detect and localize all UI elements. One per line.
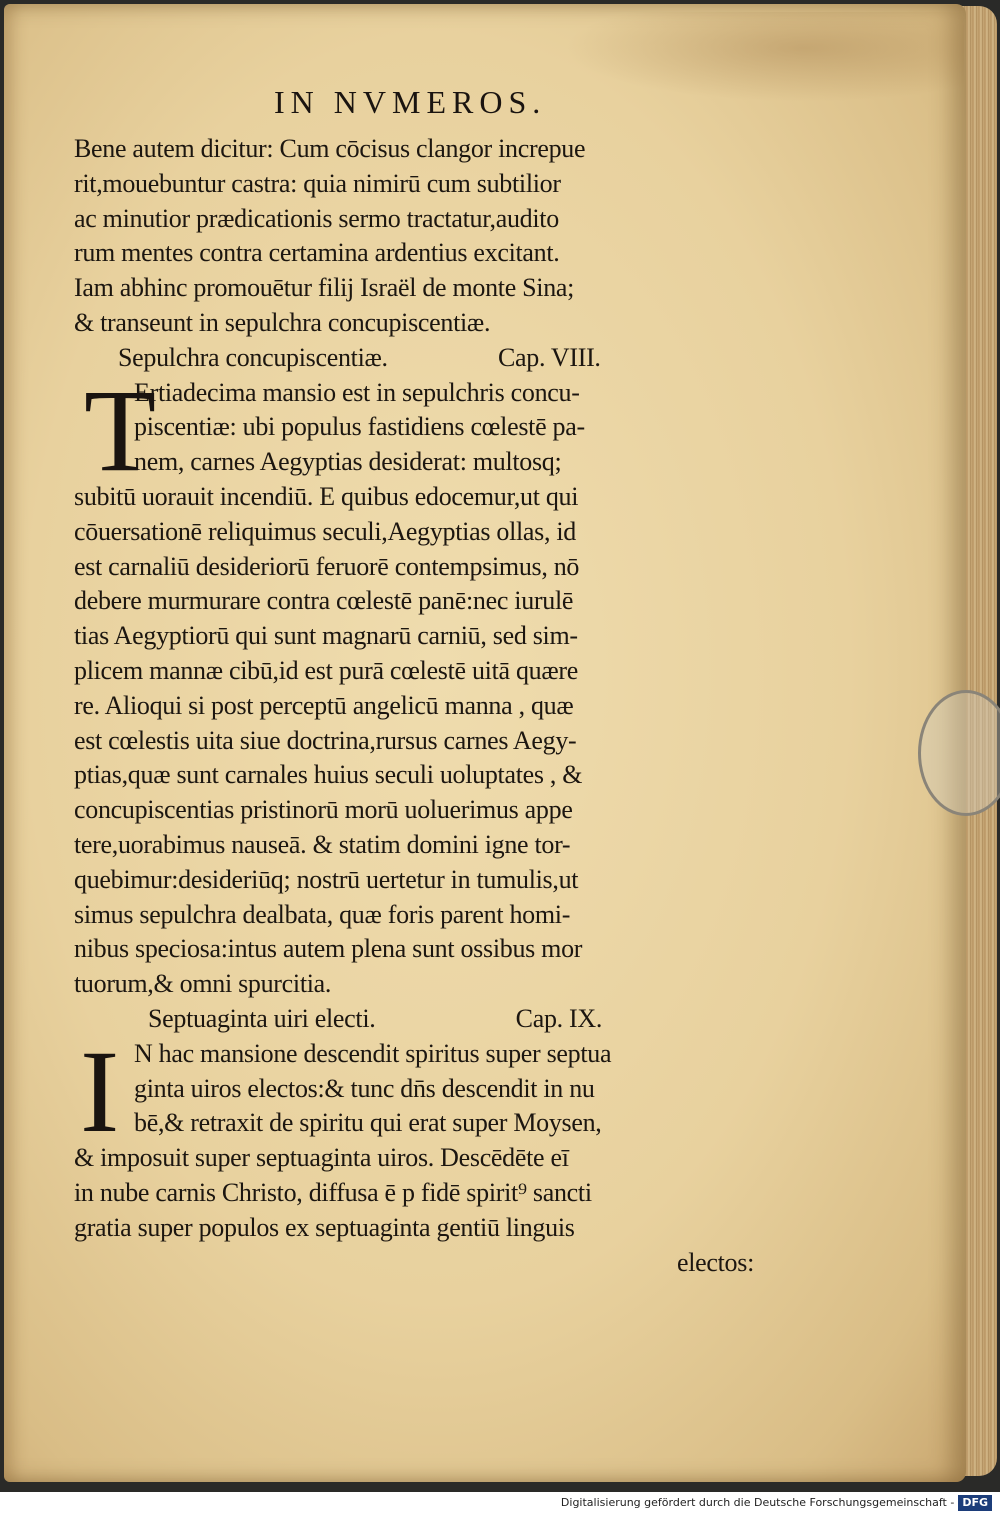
water-stain — [564, 12, 964, 102]
drop-capital: I — [80, 1025, 120, 1157]
heading-cap: Cap. IX. — [515, 1003, 603, 1033]
text-line: est carnaliū desideriorū feruorē contempsimus, nō — [74, 551, 580, 581]
text-line: ginta uiros electos:& tunc dn̄s descendit in nu — [134, 1073, 595, 1103]
dfg-logo: DFG — [958, 1495, 992, 1511]
footer-credit — [0, 1492, 1000, 1514]
text-line: rum mentes contra certamina ardentius excitant. — [74, 238, 560, 268]
text-block — [74, 132, 764, 1280]
text-line: Bene autem dicitur: Cum cōcisus clangor increpue — [74, 134, 586, 163]
catchword: electos: — [676, 1247, 754, 1277]
text-line: nibus speciosa:intus autem plena sunt ossibus mor — [74, 934, 583, 964]
text-line: N hac mansione descendit spiritus super septua — [134, 1038, 612, 1068]
text-line: Ertiadecima mansio est in sepulchris concu- — [134, 377, 580, 407]
paragraph-3-drop-lines — [74, 1037, 764, 1141]
text-line: ptias,quæ sunt carnales huius seculi uoluptates , & — [74, 760, 583, 790]
text-line: tuorum,& omni spurcitia. — [74, 969, 332, 999]
drop-capital: T — [84, 364, 157, 496]
heading-title: Sepulchra concupiscentiæ. — [118, 342, 388, 372]
chapter-heading-8 — [74, 341, 764, 376]
text-line: simus sepulchra dealbata, quæ foris parent homi- — [74, 899, 571, 929]
running-head: IN NVMEROS. — [274, 84, 547, 120]
text-line: tias Aegyptiorū qui sunt magnarū carniū, sed sim- — [74, 621, 578, 651]
text-line: gratia super populos ex septuaginta gentiū linguis — [74, 1212, 575, 1242]
text-line: re. Alioqui si post perceptū angelicū manna , quæ — [74, 690, 574, 720]
paragraph-2 — [74, 480, 764, 1002]
paragraph-1 — [74, 132, 764, 341]
text-line: tere,uorabimus nauseā. & statim domini igne tor- — [74, 829, 571, 859]
text-line: concupiscentias pristinorū morū uoluerimus appe — [74, 795, 573, 825]
footer-text: Digitalisierung gefördert durch die Deutsche Forschungsgemeinschaft - — [560, 1496, 955, 1509]
heading-cap: Cap. VIII. — [497, 342, 601, 372]
text-line: est cœlestis uita siue doctrina,rursus carnes Aegy- — [74, 725, 577, 755]
text-line: subitū uorauit incendiū. E quibus edocemur,ut qui — [74, 481, 579, 511]
text-line: rit,mouebuntur castra: quia nimirū cum subtilior — [74, 168, 561, 198]
chapter-heading-9 — [74, 1002, 764, 1037]
book-page — [4, 4, 966, 1482]
text-line: & transeunt in sepulchra concupiscentiæ. — [74, 307, 491, 337]
text-line: quebimur:desideriūq; nostrū uertetur in tumulis,ut — [74, 864, 579, 894]
text-line: nem, carnes Aegyptias desiderat: multosq; — [134, 447, 562, 477]
text-line: Iam abhinc promouētur filij Israël de monte Sina; — [74, 273, 575, 303]
paragraph-3-drop-block — [74, 1025, 764, 1157]
text-line: debere murmurare contra cœlestē panē:nec iurulē — [74, 586, 574, 616]
paragraph-2-drop-lines — [74, 376, 764, 480]
heading-title: Septuaginta uiri electi. — [148, 1003, 376, 1033]
text-line: ac minutior prædicationis sermo tractatur,audito — [74, 203, 559, 233]
text-line: plicem mannæ cibū,id est purā cœlestē uitā quære — [74, 655, 579, 685]
paragraph-3 — [74, 1141, 764, 1245]
text-line: cōuersationē reliquimus seculi,Aegyptias ollas, id — [74, 516, 576, 546]
text-line: in nube carnis Christo, diffusa ē p fidē spirit⁹ sancti — [74, 1177, 592, 1207]
text-line: piscentiæ: ubi populus fastidiens cœlestē pa- — [134, 412, 585, 442]
text-line: & imposuit super septuaginta uiros. Descēdēte eī — [74, 1143, 569, 1173]
text-line: bē,& retraxit de spiritu qui erat super Moysen, — [134, 1108, 602, 1138]
